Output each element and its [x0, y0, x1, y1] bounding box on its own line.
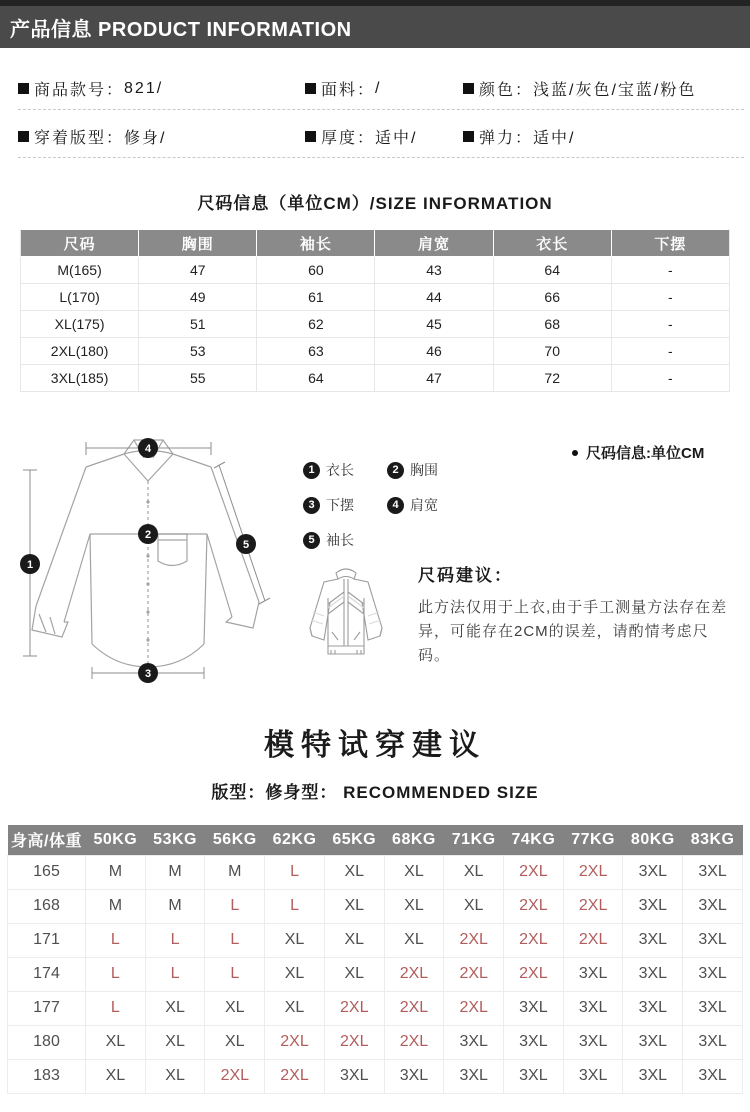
attribute-value: 适中/	[533, 130, 576, 147]
weight-column-header: 77KG	[563, 825, 623, 855]
size-recommendation-cell: 3XL	[504, 1025, 564, 1059]
size-recommendation-cell: XL	[86, 1025, 146, 1059]
size-recommendation-cell: 3XL	[623, 1059, 683, 1093]
size-recommendation-cell: XL	[444, 855, 504, 889]
height-cell: 177	[8, 991, 86, 1025]
size-recommendation-cell: 3XL	[324, 1059, 384, 1093]
size-recommendation-cell: 2XL	[265, 1025, 325, 1059]
size-recommendation-cell: 3XL	[444, 1059, 504, 1093]
attribute-field	[18, 77, 305, 100]
size-recommendation-cell: M	[145, 855, 205, 889]
attribute-colon: ：	[106, 82, 125, 99]
size-recommendation-cell: 3XL	[623, 923, 683, 957]
attribute-label: 弹力	[479, 130, 516, 147]
attribute-colon: ：	[357, 130, 376, 147]
diagram-markers	[20, 438, 256, 683]
size-column-header: 衣长	[493, 230, 611, 257]
size-advice-title: 尺码建议：	[418, 566, 513, 585]
size-recommendation-cell: 2XL	[563, 889, 623, 923]
size-cell: -	[611, 311, 729, 338]
marker-4: 4	[144, 443, 152, 455]
fit-table	[7, 825, 743, 1094]
size-recommendation-cell: XL	[384, 855, 444, 889]
attribute-field	[305, 125, 463, 148]
size-cell: 43	[375, 257, 493, 284]
table-row	[8, 1059, 743, 1093]
legend-number-icon: 4	[387, 497, 404, 514]
size-table	[20, 229, 730, 392]
model-fit-title: 模特试穿建议	[264, 729, 486, 762]
size-recommendation-cell: 3XL	[623, 991, 683, 1025]
table-row	[8, 923, 743, 957]
size-recommendation-cell: 3XL	[683, 1059, 743, 1093]
size-cell: 51	[139, 311, 257, 338]
size-recommendation-cell: XL	[265, 991, 325, 1025]
unit-note-text: 尺码信息:单位CM	[586, 445, 705, 462]
size-advice-text: 此方法仅用于上衣,由于手工测量方法存在差异，可能存在2CM的误差，请酌情考虑尺码。	[418, 599, 728, 664]
weight-column-header: 83KG	[683, 825, 743, 855]
size-recommendation-cell: 2XL	[265, 1059, 325, 1093]
size-recommendation-cell: L	[265, 889, 325, 923]
table-row	[8, 889, 743, 923]
legend-item	[387, 460, 459, 480]
size-cell: XL(175)	[21, 311, 139, 338]
bullet-square-icon	[305, 83, 316, 94]
size-cell: 53	[139, 338, 257, 365]
size-recommendation-cell: XL	[444, 889, 504, 923]
size-info-title: 尺码信息（单位CM）/SIZE INFORMATION	[197, 194, 553, 213]
bullet-square-icon	[18, 83, 29, 94]
weight-column-header: 65KG	[324, 825, 384, 855]
size-recommendation-cell: L	[86, 923, 146, 957]
table-row	[8, 957, 743, 991]
size-recommendation-cell: 2XL	[504, 889, 564, 923]
height-cell: 171	[8, 923, 86, 957]
attribute-colon: ：	[357, 82, 376, 99]
attribute-row	[18, 62, 744, 110]
size-cell: -	[611, 284, 729, 311]
product-attributes	[18, 62, 744, 158]
size-table-head	[21, 230, 730, 257]
attribute-value: 浅蓝/灰色/宝蓝/粉色	[533, 82, 697, 99]
measurement-legend	[303, 460, 473, 565]
table-row	[21, 257, 730, 284]
size-column-header: 下摆	[611, 230, 729, 257]
size-recommendation-cell: 3XL	[623, 957, 683, 991]
size-recommendation-cell: 3XL	[623, 855, 683, 889]
table-row	[21, 311, 730, 338]
attribute-label: 面料	[321, 82, 358, 99]
legend-item	[303, 530, 375, 550]
page-title: 产品信息 PRODUCT INFORMATION	[10, 18, 352, 41]
legend-label: 袖长	[326, 532, 354, 548]
size-cell: 61	[257, 284, 375, 311]
size-cell: -	[611, 257, 729, 284]
weight-column-header: 56KG	[205, 825, 265, 855]
size-recommendation-cell: 3XL	[563, 957, 623, 991]
size-recommendation-cell: XL	[324, 957, 384, 991]
weight-column-header: 53KG	[145, 825, 205, 855]
attribute-label: 颜色	[479, 82, 516, 99]
size-recommendation-cell: XL	[145, 1059, 205, 1093]
size-recommendation-cell: 2XL	[205, 1059, 265, 1093]
size-table-body	[21, 257, 730, 392]
size-recommendation-cell: 2XL	[444, 923, 504, 957]
bullet-square-icon	[18, 131, 29, 142]
size-column-header: 肩宽	[375, 230, 493, 257]
size-table-header-row	[21, 230, 730, 257]
size-recommendation-cell: 3XL	[504, 1059, 564, 1093]
size-cell: 2XL(180)	[21, 338, 139, 365]
size-recommendation-cell: L	[205, 889, 265, 923]
size-recommendation-cell: 2XL	[384, 1025, 444, 1059]
size-column-header: 胸围	[139, 230, 257, 257]
attribute-label: 穿着版型	[34, 130, 107, 147]
weight-column-header: 74KG	[504, 825, 564, 855]
legend-item	[303, 460, 375, 480]
size-cell: 64	[257, 365, 375, 392]
legend-number-icon: 5	[303, 532, 320, 549]
legend-item	[303, 495, 375, 515]
size-cell: 44	[375, 284, 493, 311]
attribute-row	[18, 110, 744, 158]
size-cell: 47	[375, 365, 493, 392]
size-recommendation-cell: 2XL	[504, 855, 564, 889]
size-recommendation-cell: L	[265, 855, 325, 889]
legend-label: 衣长	[326, 462, 354, 478]
size-recommendation-cell: 2XL	[444, 991, 504, 1025]
attribute-value: 821/	[124, 79, 164, 97]
size-recommendation-cell: XL	[384, 923, 444, 957]
size-cell: 72	[493, 365, 611, 392]
attribute-label: 厚度	[321, 130, 358, 147]
height-cell: 174	[8, 957, 86, 991]
legend-number-icon: 2	[387, 462, 404, 479]
size-cell: 70	[493, 338, 611, 365]
weight-column-header: 50KG	[86, 825, 146, 855]
size-recommendation-cell: 3XL	[563, 1059, 623, 1093]
attribute-colon: ：	[106, 130, 125, 147]
size-cell: 60	[257, 257, 375, 284]
size-cell: M(165)	[21, 257, 139, 284]
size-cell: L(170)	[21, 284, 139, 311]
height-cell: 180	[8, 1025, 86, 1059]
table-row	[21, 338, 730, 365]
shirt-diagram	[6, 434, 291, 689]
size-recommendation-cell: 3XL	[683, 957, 743, 991]
fit-table-header-row	[8, 825, 743, 855]
size-recommendation-cell: 3XL	[623, 889, 683, 923]
size-cell: 47	[139, 257, 257, 284]
unit-note	[572, 442, 704, 463]
size-recommendation-cell: 2XL	[504, 923, 564, 957]
size-recommendation-cell: 2XL	[444, 957, 504, 991]
size-recommendation-cell: XL	[324, 889, 384, 923]
jacket-icon	[300, 562, 392, 666]
bullet-square-icon	[463, 131, 474, 142]
size-cell: -	[611, 365, 729, 392]
size-recommendation-cell: 3XL	[683, 1025, 743, 1059]
section-header-bar	[0, 0, 750, 48]
size-recommendation-cell: M	[86, 889, 146, 923]
legend-label: 下摆	[326, 497, 354, 513]
size-recommendation-cell: XL	[324, 923, 384, 957]
size-recommendation-cell: 2XL	[384, 957, 444, 991]
size-cell: 63	[257, 338, 375, 365]
legend-number-icon: 3	[303, 497, 320, 514]
size-recommendation-cell: 3XL	[683, 889, 743, 923]
size-recommendation-cell: XL	[265, 957, 325, 991]
size-recommendation-cell: L	[86, 957, 146, 991]
size-recommendation-cell: L	[86, 991, 146, 1025]
weight-column-header: 62KG	[265, 825, 325, 855]
size-cell: 55	[139, 365, 257, 392]
size-cell: 62	[257, 311, 375, 338]
height-cell: 183	[8, 1059, 86, 1093]
size-cell: 45	[375, 311, 493, 338]
size-recommendation-cell: XL	[86, 1059, 146, 1093]
size-cell: 49	[139, 284, 257, 311]
size-cell: 46	[375, 338, 493, 365]
size-recommendation-cell: XL	[205, 1025, 265, 1059]
marker-5: 5	[242, 539, 250, 551]
size-recommendation-cell: 2XL	[324, 991, 384, 1025]
size-advice	[418, 561, 736, 668]
size-recommendation-cell: 2XL	[324, 1025, 384, 1059]
attribute-value: 修身/	[124, 130, 167, 147]
size-recommendation-cell: 3XL	[563, 991, 623, 1025]
size-recommendation-cell: 2XL	[563, 855, 623, 889]
height-cell: 168	[8, 889, 86, 923]
attribute-colon: ：	[515, 82, 534, 99]
legend-label: 肩宽	[410, 497, 438, 513]
model-fit-subtitle: 版型：修身型： RECOMMENDED SIZE	[211, 783, 539, 802]
size-recommendation-cell: 3XL	[683, 923, 743, 957]
size-recommendation-cell: L	[205, 957, 265, 991]
size-recommendation-cell: 3XL	[444, 1025, 504, 1059]
size-recommendation-cell: 3XL	[384, 1059, 444, 1093]
size-recommendation-cell: L	[205, 923, 265, 957]
size-recommendation-cell: M	[145, 889, 205, 923]
size-recommendation-cell: 2XL	[504, 957, 564, 991]
size-recommendation-cell: 3XL	[504, 991, 564, 1025]
size-recommendation-cell: 3XL	[683, 991, 743, 1025]
attribute-field	[463, 125, 744, 148]
marker-1: 1	[26, 559, 34, 571]
size-column-header: 尺码	[21, 230, 139, 257]
weight-column-header: 71KG	[444, 825, 504, 855]
size-recommendation-cell: M	[205, 855, 265, 889]
fit-table-head	[8, 825, 743, 855]
size-recommendation-cell: XL	[205, 991, 265, 1025]
table-row	[8, 1025, 743, 1059]
size-cell: -	[611, 338, 729, 365]
attribute-value: 适中/	[375, 130, 418, 147]
size-recommendation-cell: 2XL	[384, 991, 444, 1025]
attribute-field	[463, 77, 744, 100]
size-recommendation-cell: XL	[145, 1025, 205, 1059]
legend-number-icon: 1	[303, 462, 320, 479]
size-cell: 66	[493, 284, 611, 311]
size-column-header: 袖长	[257, 230, 375, 257]
size-recommendation-cell: XL	[324, 855, 384, 889]
weight-column-header: 80KG	[623, 825, 683, 855]
table-row	[21, 365, 730, 392]
size-recommendation-cell: XL	[145, 991, 205, 1025]
bullet-dot-icon	[572, 450, 578, 456]
size-recommendation-cell: 2XL	[563, 923, 623, 957]
marker-3: 3	[144, 668, 152, 680]
size-recommendation-cell: M	[86, 855, 146, 889]
marker-2: 2	[144, 529, 152, 541]
table-row	[8, 855, 743, 889]
size-cell: 3XL(185)	[21, 365, 139, 392]
attribute-field	[18, 125, 305, 148]
measurement-section	[0, 434, 750, 692]
table-row	[21, 284, 730, 311]
size-cell: 68	[493, 311, 611, 338]
table-row	[8, 991, 743, 1025]
bullet-square-icon	[305, 131, 316, 142]
bullet-square-icon	[463, 83, 474, 94]
height-cell: 165	[8, 855, 86, 889]
attribute-value: /	[375, 79, 382, 97]
legend-label: 胸围	[410, 462, 438, 478]
size-recommendation-cell: 3XL	[623, 1025, 683, 1059]
attribute-field	[305, 77, 463, 100]
size-recommendation-cell: 3XL	[563, 1025, 623, 1059]
fit-corner-header: 身高/体重	[8, 825, 86, 855]
legend-item	[387, 495, 459, 515]
size-recommendation-cell: XL	[265, 923, 325, 957]
weight-column-header: 68KG	[384, 825, 444, 855]
size-recommendation-cell: L	[145, 923, 205, 957]
size-cell: 64	[493, 257, 611, 284]
size-recommendation-cell: XL	[384, 889, 444, 923]
attribute-colon: ：	[515, 130, 534, 147]
attribute-label: 商品款号	[34, 82, 107, 99]
fit-table-body	[8, 855, 743, 1093]
size-recommendation-cell: L	[145, 957, 205, 991]
size-recommendation-cell: 3XL	[683, 855, 743, 889]
